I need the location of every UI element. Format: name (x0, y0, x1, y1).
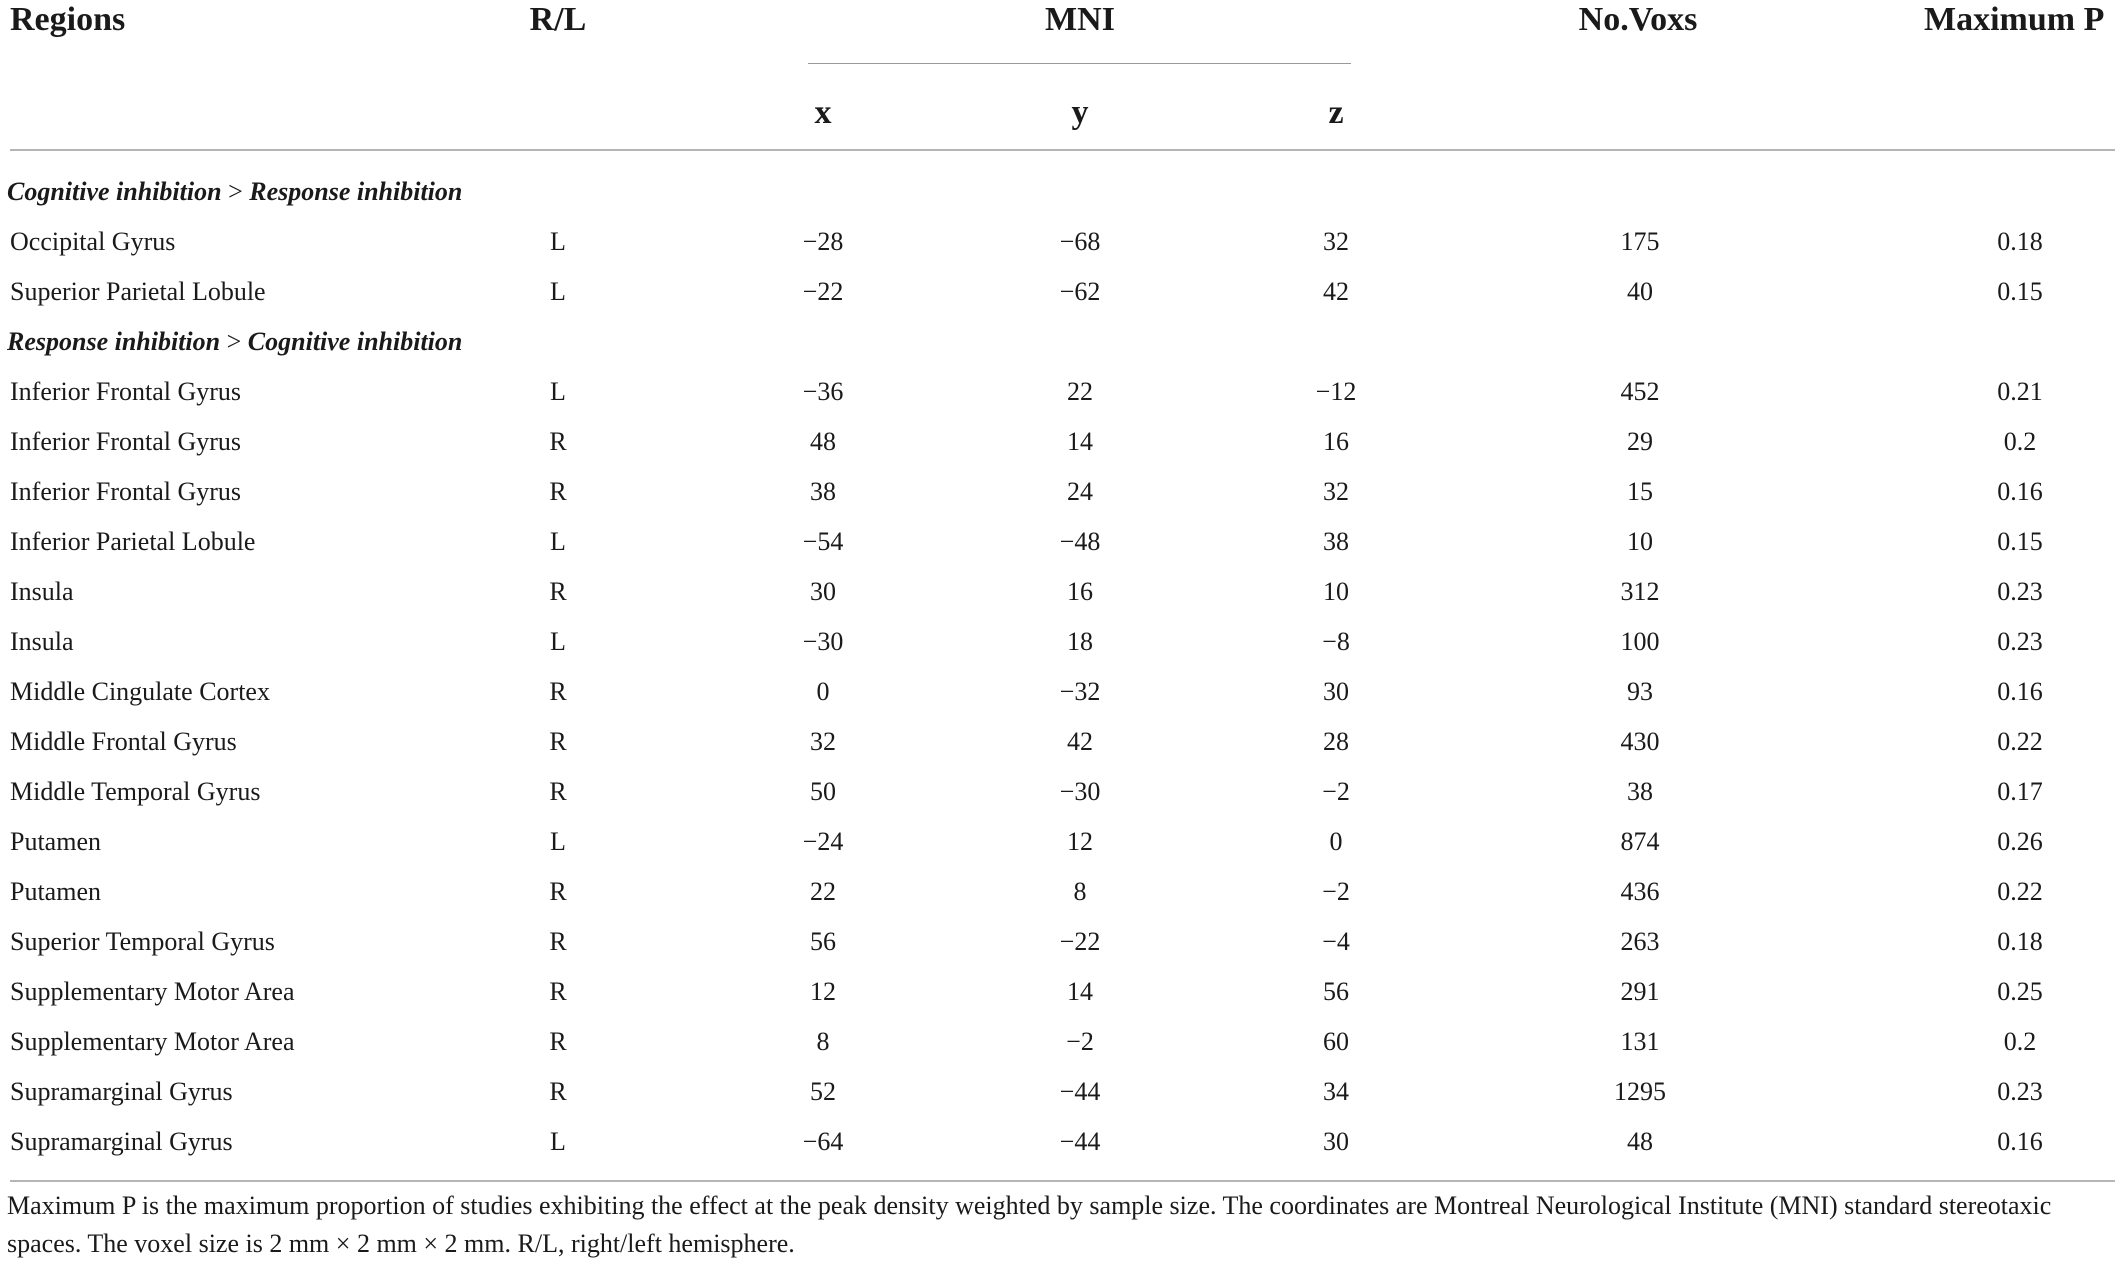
cell-region: Supplementary Motor Area (10, 1027, 295, 1056)
cell-mni-z: 30 (1323, 677, 1349, 706)
cell-region: Inferior Frontal Gyrus (10, 427, 242, 456)
cell-rl: R (549, 777, 567, 806)
cell-rl: R (549, 427, 567, 456)
cell-mni-y: 24 (1067, 477, 1093, 506)
cell-maximum-p: 0.23 (1997, 1077, 2043, 1106)
cell-mni-x: 12 (810, 977, 836, 1006)
cell-mni-z: 30 (1323, 1127, 1349, 1156)
cell-rl: R (549, 577, 567, 606)
table-row (0, 817, 2121, 867)
cell-rl: R (549, 477, 567, 506)
header-z: z (1328, 94, 1344, 131)
cell-mni-y: −62 (1059, 277, 1101, 306)
cell-maximum-p: 0.15 (1997, 277, 2043, 306)
cell-maximum-p: 0.16 (1997, 1127, 2043, 1156)
cell-mni-y: 14 (1067, 427, 1093, 456)
header-regions: Regions (10, 1, 126, 38)
table-row (0, 617, 2121, 667)
table-row (0, 1017, 2121, 1067)
cell-mni-x: −22 (802, 277, 844, 306)
cell-maximum-p: 0.16 (1997, 477, 2043, 506)
cell-mni-z: 16 (1323, 427, 1349, 456)
cell-region: Middle Cingulate Cortex (10, 677, 270, 706)
cell-mni-y: −32 (1059, 677, 1101, 706)
cell-region: Inferior Frontal Gyrus (10, 377, 242, 406)
group-heading (7, 167, 462, 217)
cell-maximum-p: 0.21 (1997, 377, 2043, 406)
table-row (0, 867, 2121, 917)
cell-mni-x: −24 (802, 827, 844, 856)
header-y: y (1071, 94, 1089, 131)
table-row (0, 217, 2121, 267)
table-row (0, 267, 2121, 317)
cell-maximum-p: 0.16 (1997, 677, 2043, 706)
cell-mni-y: −48 (1059, 527, 1101, 556)
cell-mni-x: −54 (802, 527, 844, 556)
table-row (0, 1117, 2121, 1167)
cell-maximum-p: 0.15 (1997, 527, 2043, 556)
group-heading-right: Cognitive inhibition (247, 327, 463, 356)
group-heading-left: Cognitive inhibition (7, 177, 222, 206)
cell-region: Supplementary Motor Area (10, 977, 295, 1006)
cell-mni-y: 12 (1067, 827, 1093, 856)
cell-no-voxs: 175 (1620, 227, 1660, 256)
cell-mni-x: −36 (802, 377, 844, 406)
cell-rl: R (549, 977, 567, 1006)
header-rl: R/L (529, 1, 587, 38)
cell-rl: L (550, 277, 566, 306)
cell-maximum-p: 0.22 (1997, 727, 2043, 756)
cell-no-voxs: 38 (1627, 777, 1653, 806)
cell-no-voxs: 312 (1620, 577, 1660, 606)
table-row (0, 767, 2121, 817)
group-heading-right: Response inhibition (249, 177, 463, 206)
cell-mni-z: 10 (1323, 577, 1349, 606)
table-header-row (0, 0, 2121, 40)
cell-no-voxs: 100 (1620, 627, 1660, 656)
cell-mni-z: −2 (1322, 877, 1350, 906)
cell-mni-y: −2 (1066, 1027, 1094, 1056)
cell-mni-z: 32 (1323, 227, 1349, 256)
cell-mni-y: −22 (1059, 927, 1101, 956)
cell-mni-z: 0 (1329, 827, 1343, 856)
group-heading-left: Response inhibition (7, 327, 221, 356)
cell-no-voxs: 131 (1620, 1027, 1660, 1056)
cell-rl: L (550, 1127, 566, 1156)
cell-no-voxs: 452 (1620, 377, 1660, 406)
cell-mni-x: −28 (802, 227, 844, 256)
table-row (0, 1067, 2121, 1117)
cell-mni-y: 14 (1067, 977, 1093, 1006)
group-heading-comparator: > (226, 327, 242, 356)
cell-mni-z: −2 (1322, 777, 1350, 806)
cell-rl: R (549, 927, 567, 956)
cell-rl: L (550, 827, 566, 856)
cell-mni-x: 56 (810, 927, 836, 956)
mni-underline (808, 63, 1351, 64)
table-row (0, 967, 2121, 1017)
table-footnote: Maximum P is the maximum proportion of studies exhibiting the effect at the peak density weighted by sample size. The coordinates are Montreal Neurological Institute (MNI) standard stereotaxic spaces. The voxel size is 2 mm × 2 mm × 2 mm. R/L, right/left hemisphere. (7, 1191, 2052, 1258)
cell-region: Putamen (10, 877, 101, 906)
cell-mni-y: −30 (1059, 777, 1101, 806)
table-bottom-rule (10, 1180, 2115, 1182)
header-divider (10, 149, 2115, 151)
cell-region: Insula (10, 627, 74, 656)
cell-mni-x: 22 (810, 877, 836, 906)
table-row (0, 667, 2121, 717)
cell-mni-z: 56 (1323, 977, 1349, 1006)
cell-maximum-p: 0.2 (2003, 427, 2037, 456)
cell-mni-x: 8 (816, 1027, 830, 1056)
header-maximum-p: Maximum P (1924, 1, 2105, 38)
cell-no-voxs: 40 (1627, 277, 1653, 306)
cell-rl: R (549, 877, 567, 906)
table-row (0, 517, 2121, 567)
cell-no-voxs: 1295 (1614, 1077, 1666, 1106)
cell-no-voxs: 93 (1627, 677, 1653, 706)
cell-maximum-p: 0.25 (1997, 977, 2043, 1006)
cell-region: Inferior Frontal Gyrus (10, 477, 242, 506)
table-row (0, 467, 2121, 517)
cell-maximum-p: 0.17 (1997, 777, 2043, 806)
cell-mni-x: 48 (810, 427, 836, 456)
cell-mni-z: −12 (1315, 377, 1357, 406)
cell-region: Superior Temporal Gyrus (10, 927, 275, 956)
cell-maximum-p: 0.23 (1997, 577, 2043, 606)
cell-region: Insula (10, 577, 74, 606)
header-mni: MNI (1045, 1, 1115, 38)
cell-mni-x: 0 (816, 677, 830, 706)
cell-maximum-p: 0.26 (1997, 827, 2043, 856)
cell-mni-z: 28 (1323, 727, 1349, 756)
cell-region: Inferior Parietal Lobule (10, 527, 256, 556)
cell-mni-y: 16 (1067, 577, 1093, 606)
cell-region: Supramarginal Gyrus (10, 1127, 233, 1156)
table-row (0, 717, 2121, 767)
cell-region: Supramarginal Gyrus (10, 1077, 233, 1106)
group-heading (7, 317, 462, 367)
table-row (0, 367, 2121, 417)
cell-mni-y: −68 (1059, 227, 1101, 256)
cell-no-voxs: 48 (1627, 1127, 1653, 1156)
table-row (0, 917, 2121, 967)
cell-maximum-p: 0.18 (1997, 927, 2043, 956)
cell-mni-z: 34 (1323, 1077, 1349, 1106)
cell-rl: R (549, 677, 567, 706)
cell-rl: R (549, 727, 567, 756)
cell-no-voxs: 263 (1620, 927, 1660, 956)
cell-maximum-p: 0.22 (1997, 877, 2043, 906)
cell-region: Superior Parietal Lobule (10, 277, 266, 306)
cell-no-voxs: 874 (1620, 827, 1660, 856)
cell-mni-y: 22 (1067, 377, 1093, 406)
cell-mni-z: 32 (1323, 477, 1349, 506)
table-row (0, 567, 2121, 617)
cell-no-voxs: 430 (1620, 727, 1660, 756)
cell-mni-y: −44 (1059, 1127, 1101, 1156)
cell-mni-x: −30 (802, 627, 844, 656)
cell-mni-y: 8 (1073, 877, 1087, 906)
cell-no-voxs: 436 (1620, 877, 1660, 906)
table-row (0, 417, 2121, 467)
header-no-voxs: No.Voxs (1578, 1, 1698, 38)
cell-mni-y: 18 (1067, 627, 1093, 656)
cell-region: Middle Frontal Gyrus (10, 727, 237, 756)
cell-rl: L (550, 527, 566, 556)
header-x: x (814, 94, 832, 131)
cell-maximum-p: 0.23 (1997, 627, 2043, 656)
cell-mni-z: −8 (1322, 627, 1350, 656)
cell-no-voxs: 291 (1620, 977, 1660, 1006)
cell-no-voxs: 29 (1627, 427, 1653, 456)
cell-mni-y: 42 (1067, 727, 1093, 756)
cell-maximum-p: 0.18 (1997, 227, 2043, 256)
cell-rl: L (550, 627, 566, 656)
cell-mni-x: 52 (810, 1077, 836, 1106)
cell-region: Middle Temporal Gyrus (10, 777, 261, 806)
group-heading-comparator: > (228, 177, 243, 206)
cell-mni-y: −44 (1059, 1077, 1101, 1106)
cell-region: Occipital Gyrus (10, 227, 176, 256)
cell-maximum-p: 0.2 (2003, 1027, 2037, 1056)
cell-mni-x: 30 (810, 577, 836, 606)
cell-no-voxs: 10 (1627, 527, 1653, 556)
cell-rl: R (549, 1077, 567, 1106)
cell-mni-x: 32 (810, 727, 836, 756)
table-subheader-row (0, 93, 2121, 133)
cell-mni-x: −64 (802, 1127, 844, 1156)
cell-no-voxs: 15 (1627, 477, 1653, 506)
cell-region: Putamen (10, 827, 101, 856)
cell-mni-x: 38 (810, 477, 836, 506)
cell-rl: L (550, 227, 566, 256)
cell-mni-x: 50 (810, 777, 836, 806)
cell-rl: R (549, 1027, 567, 1056)
cell-mni-z: 60 (1323, 1027, 1349, 1056)
cell-mni-z: 42 (1323, 277, 1349, 306)
cell-mni-z: −4 (1322, 927, 1350, 956)
cell-rl: L (550, 377, 566, 406)
cell-mni-z: 38 (1323, 527, 1349, 556)
